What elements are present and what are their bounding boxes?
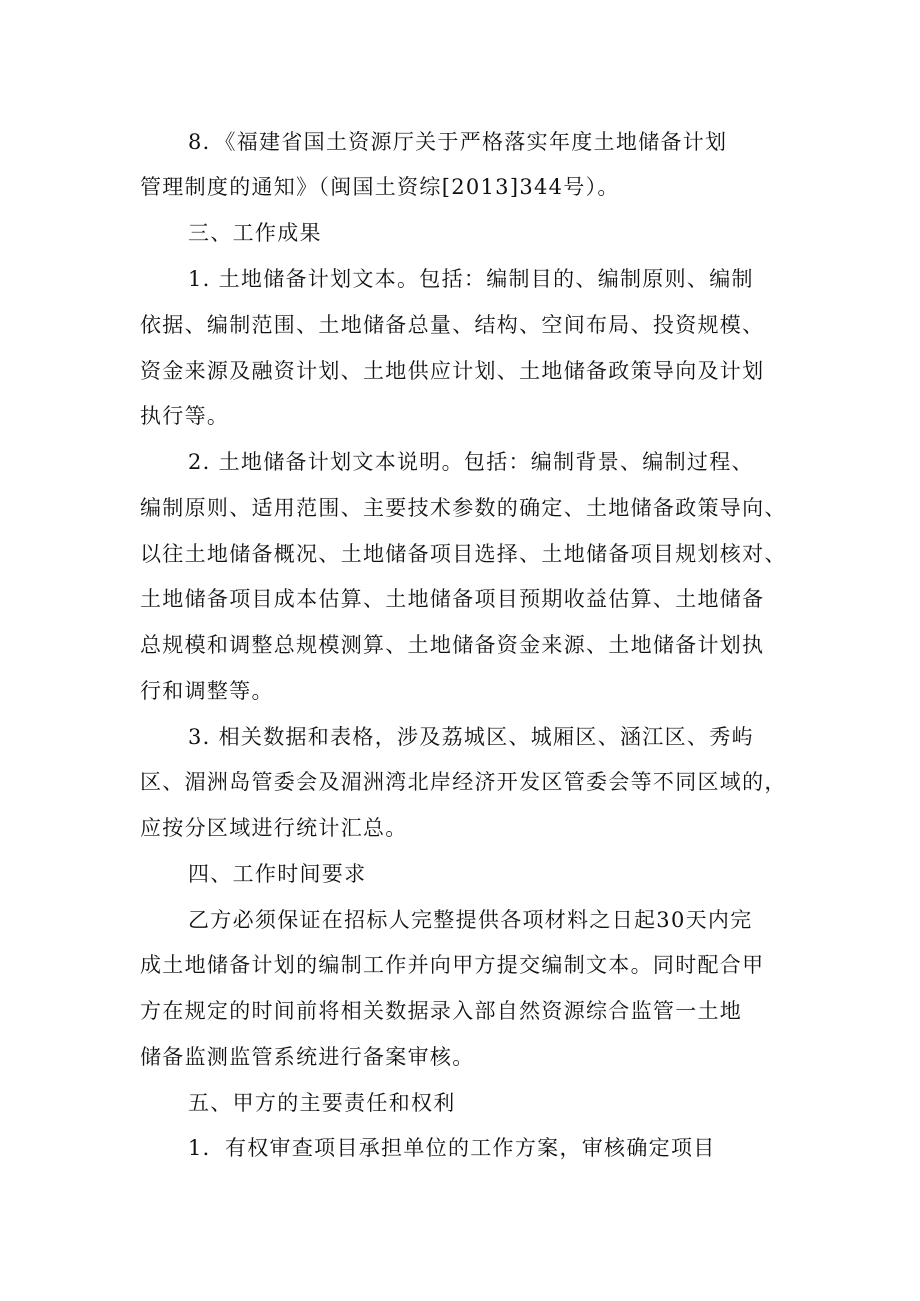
text-line: 以往土地储备概况、土地储备项目选择、土地储备项目规划核对、 [140,542,787,566]
text-line: 3. 相关数据和表格，涉及荔城区、城厢区、涵江区、秀屿 [188,725,754,749]
text-line: 8．《福建省国土资源厅关于严格落实年度土地储备计划 [188,130,728,154]
text-line: 乙方必须保证在招标人完整提供各项材料之日起30天内完 [188,908,753,932]
section-heading: 五、甲方的主要责任和权利 [188,1091,456,1115]
text-line: 方在规定的时间前将相关数据录入部自然资源综合监管一土地 [140,999,743,1023]
text-line: 储备监测监管系统进行备案审核。 [140,1045,475,1069]
text-line: 管理制度的通知》（闽国土资综[2013]344号）。 [140,175,620,199]
text-line: 应按分区域进行统计汇总。 [140,816,408,840]
text-line: 1．有权审查项目承担单位的工作方案，审核确定项目 [188,1136,716,1160]
text-line: 执行等。 [140,404,230,428]
section-heading: 四、工作时间要求 [188,862,367,886]
text-line: 2. 土地储备计划文本说明。包括：编制背景、编制过程、 [188,450,754,474]
section-heading: 三、工作成果 [188,221,322,245]
text-line: 成土地储备计划的编制工作并向甲方提交编制文本。同时配合甲 [140,953,765,977]
text-line: 编制原则、适用范围、主要技术参数的确定、土地储备政策导向、 [140,496,787,520]
text-line: 资金来源及融资计划、土地供应计划、土地储备政策导向及计划 [140,359,765,383]
text-line: 依据、编制范围、土地储备总量、结构、空间布局、投资规模、 [140,313,765,337]
text-line: 区、湄洲岛管委会及湄洲湾北岸经济开发区管委会等不同区域的， [140,770,787,794]
text-line: 总规模和调整总规模测算、土地储备资金来源、土地储备计划执 [140,633,765,657]
text-line: 土地储备项目成本估算、土地储备项目预期收益估算、土地储备 [140,587,765,611]
text-line: 1. 土地储备计划文本。包括：编制目的、编制原则、编制 [188,267,754,291]
text-line: 行和调整等。 [140,679,274,703]
